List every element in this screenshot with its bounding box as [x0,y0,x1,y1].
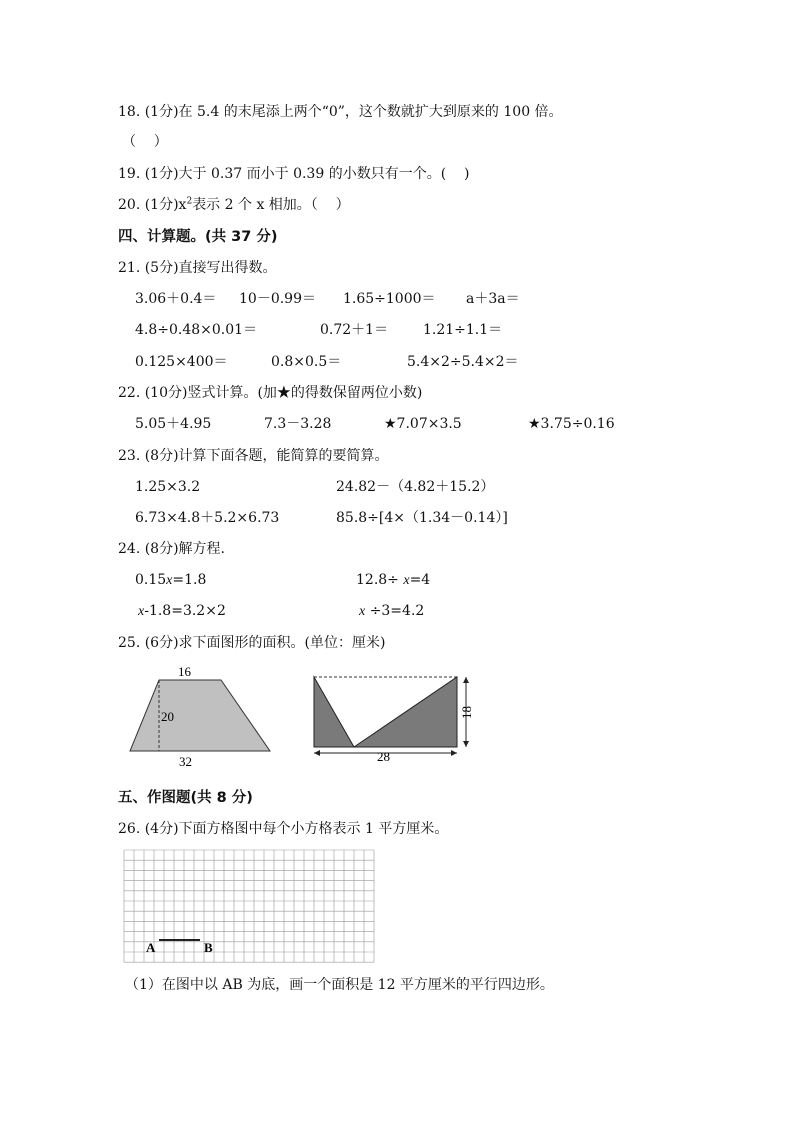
q21-title: 21. (5分)直接写出得数。 [118,260,277,276]
q20-sup: 2 [186,196,193,207]
eq4-var: x [359,604,366,619]
trapezoid-top-label: 16 [178,664,191,679]
q24-title: 24. (8分)解方程. [118,541,225,557]
q18-answer-blank[interactable]: （ ） [122,134,168,150]
q24-equation-3 [138,602,226,621]
eq3-var: x [138,604,145,619]
q24-equation-2 [356,571,430,590]
q22-item-1: 5.05＋4.95 [135,416,212,432]
grid-lines [124,850,374,962]
q23-item-2: 24.82－（4.82＋15.2） [336,479,495,495]
q23-item-1: 1.25×3.2 [135,479,201,495]
point-b-label: B [204,940,213,955]
q22-item-4: ★3.75÷0.16 [528,416,615,432]
base-label: 28 [377,749,390,764]
left-triangle [314,677,354,747]
q21-item-10: 5.4×2÷5.4×2＝ [407,354,519,370]
trapezoid-height-label: 20 [161,709,174,724]
q24-equation-1 [135,571,206,590]
section-4-heading: 四、计算题。(共 37 分) [118,229,278,245]
point-a-label: A [146,940,156,955]
q26-title: 26. (4分)下面方格图中每个小方格表示 1 平方厘米。 [118,821,449,837]
q20-pre: 20. (1分)x [118,197,187,213]
q21-item-7: 1.21÷1.1＝ [423,322,503,338]
triangles-figure [305,665,485,765]
q22-item-2: 7.3－3.28 [264,416,332,432]
q21-item-2: 10－0.99＝ [239,291,316,307]
right-triangle [354,677,457,747]
q26-sub1: （1）在图中以 AB 为底，画一个面积是 12 平方厘米的平行四边形。 [125,977,554,993]
eq2-var: x [403,573,410,588]
q20-text [118,196,350,214]
trapezoid-bottom-label: 32 [179,754,192,769]
q22-item-3: ★7.07×3.5 [384,416,462,432]
base-arrow-left [314,750,320,756]
q23-item-3: 6.73×4.8＋5.2×6.73 [135,510,280,526]
eq1-var: x [166,573,173,588]
q21-item-5: 4.8÷0.48×0.01＝ [135,322,258,338]
section-5-heading: 五、作图题(共 8 分) [118,790,253,806]
q21-item-1: 3.06＋0.4＝ [135,291,217,307]
q21-item-9: 0.8×0.5＝ [271,354,342,370]
height-label: 18 [459,706,474,719]
q23-item-4: 85.8÷[4×（1.34－0.14）] [336,510,508,526]
height-arrow-down [463,741,469,747]
q21-item-4: a＋3a＝ [466,291,520,307]
square-grid[interactable] [120,846,380,968]
q24-equation-4 [359,602,424,621]
q20-post: 表示 2 个 x 相加。（ ） [192,197,350,213]
trapezoid-shape [130,680,270,751]
q18-text: 18. (1分)在 5.4 的末尾添上两个“0”，这个数就扩大到原来的 100 倍。 [118,104,563,120]
base-arrow-right [451,750,457,756]
q25-title: 25. (6分)求下面图形的面积。(单位：厘米) [118,635,386,651]
eq2-rhs: =4 [409,572,431,588]
q23-title: 23. (8分)计算下面各题，能简算的要简算。 [118,448,389,464]
height-arrow-up [463,677,469,683]
eq2-lhs: 12.8÷ [356,572,404,588]
eq3-rhs: -1.8=3.2×2 [144,603,226,619]
q22-title: 22. (10分)竖式计算。(加★的得数保留两位小数) [118,385,423,401]
eq4-rhs: ÷3=4.2 [365,603,425,619]
q19-text: 19. (1分)大于 0.37 而小于 0.39 的小数只有一个。( ) [118,166,470,182]
eq1-coef: 0.15 [135,572,167,588]
q21-item-6: 0.72＋1＝ [320,322,389,338]
q21-item-3: 1.65÷1000＝ [343,291,436,307]
eq1-rhs: =1.8 [172,572,207,588]
trapezoid-figure [120,660,280,772]
q21-item-8: 0.125×400＝ [135,354,228,370]
